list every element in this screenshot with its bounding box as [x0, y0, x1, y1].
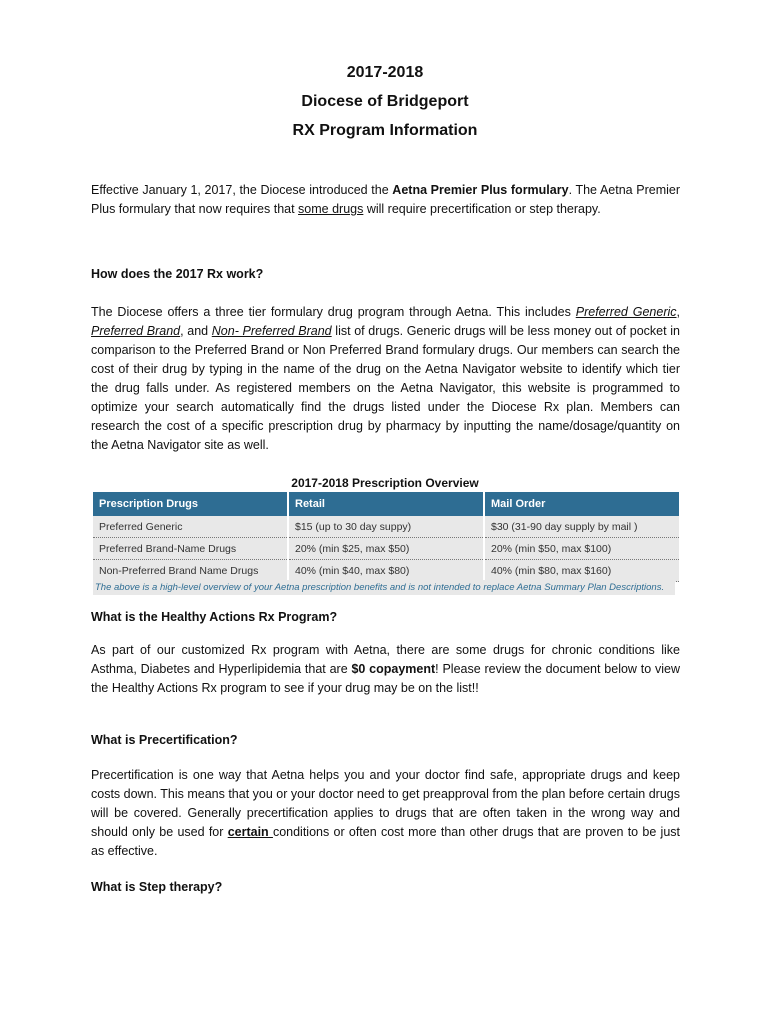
table-cell: 40% (min $80, max $160): [484, 560, 680, 582]
rx-works-paragraph: [91, 303, 680, 455]
healthy-actions-text-2: ! Please review the document below to view the Healthy Actions Rx program to see if your drug may be on the list!!: [91, 662, 680, 695]
header-retail: Retail: [288, 492, 484, 516]
heading-healthy-actions: What is the Healthy Actions Rx Program?: [91, 610, 338, 624]
table-row: [93, 560, 680, 582]
title-organization: Diocese of Bridgeport: [301, 93, 469, 110]
healthy-actions-paragraph: [91, 641, 680, 698]
rx-works-text-3: , and: [180, 324, 212, 338]
table-row: [93, 516, 680, 538]
precertification-paragraph: [91, 766, 680, 861]
rx-works-text-4: list of drugs. Generic drugs will be less money out of pocket in comparison to the Preferred Brand or Non Preferred Brand formulary drugs. Our members can search the cost of their drug by typing in the name of the drug on the Aetna Navigator website to identify which tier the drug falls under. As registered members on the Aetna Navigator, this website is programmed to optimize your search automatically find the drugs listed under the Diocese Rx plan. Members can research the cost of a specific prescription drug by pharmacy by inputting the name/dosage/quantity on the Aetna Navigator site as well.: [91, 324, 680, 452]
intro-text-2: . The Aetna Premier Plus formulary that now requires that: [91, 183, 680, 216]
preferred-generic-link[interactable]: Preferred Generic: [575, 305, 677, 319]
non-preferred-brand-link[interactable]: Non- Preferred Brand: [211, 324, 332, 338]
table-cell: Preferred Generic: [93, 516, 288, 538]
title-program: RX Program Information: [292, 122, 478, 139]
title-years: 2017-2018: [346, 64, 424, 81]
heading-how-rx-works: How does the 2017 Rx work?: [91, 267, 264, 281]
intro-text-3: will require precertification or step therapy.: [363, 202, 601, 216]
table-cell: $30 (31-90 day supply by mail ): [484, 516, 680, 538]
intro-some-drugs: some drugs: [298, 202, 364, 216]
intro-paragraph: [91, 181, 680, 219]
healthy-actions-text-1: As part of our customized Rx program with Aetna, there are some drugs for chronic conditions like Asthma, Diabetes and Hyperlipidemia that are: [91, 643, 680, 676]
table-cell: Preferred Brand-Name Drugs: [93, 538, 288, 560]
table-row: [93, 538, 680, 560]
heading-precertification: What is Precertification?: [91, 733, 238, 747]
table-footnote: The above is a high-level overview of your Aetna prescription benefits and is not intended to replace Aetna Summary Plan Descriptions.: [93, 580, 675, 595]
precert-text-2: conditions or often cost more than other drugs that are proven to be just as effective.: [91, 825, 680, 858]
preferred-brand-link[interactable]: Preferred Brand: [91, 324, 181, 338]
table-title: 2017-2018 Prescription Overview: [291, 476, 479, 490]
heading-step-therapy: What is Step therapy?: [91, 880, 223, 894]
precert-certain-text: certain: [227, 825, 273, 839]
table-cell: $15 (up to 30 day suppy): [288, 516, 484, 538]
page-title: [0, 58, 770, 145]
rx-works-text-1: The Diocese offers a three tier formulary drug program through Aetna. This includes: [91, 305, 576, 319]
rx-works-text-2: ,: [676, 305, 680, 319]
zero-copayment-text: $0 copayment: [351, 662, 436, 676]
prescription-overview-table: [93, 492, 681, 582]
intro-text-1: Effective January 1, 2017, the Diocese introduced the: [91, 183, 393, 197]
table-cell: Non-Preferred Brand Name Drugs: [93, 560, 288, 582]
precert-text-1: Precertification is one way that Aetna helps you and your doctor find safe, appropriate drugs and keep costs down. This means that you or your doctor need to get preapproval from the plan before certain drugs will be covered. Generally precertification applies to drugs that are often taken in the wrong way and should only be used for: [91, 768, 680, 839]
intro-formulary-name: Aetna Premier Plus formulary: [392, 183, 569, 197]
header-prescription-drugs: Prescription Drugs: [93, 492, 288, 516]
table-cell: 40% (min $40, max $80): [288, 560, 484, 582]
header-mail-order: Mail Order: [484, 492, 680, 516]
table-header-row: [93, 492, 680, 516]
table-cell: 20% (min $25, max $50): [288, 538, 484, 560]
table-cell: 20% (min $50, max $100): [484, 538, 680, 560]
